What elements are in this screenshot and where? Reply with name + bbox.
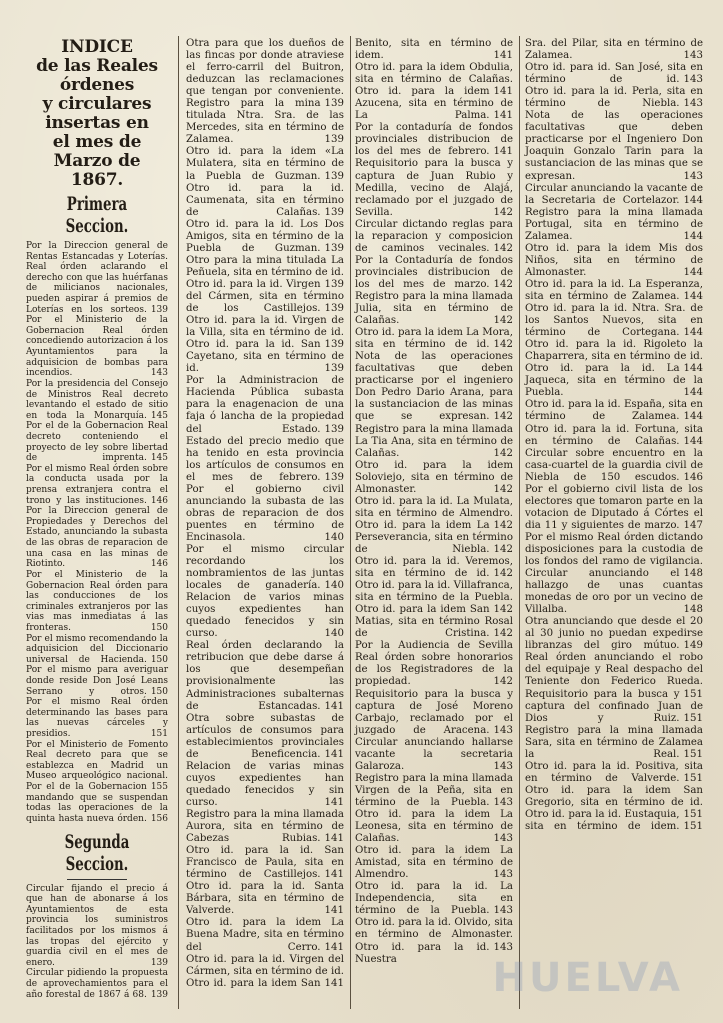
entry-text: Otro id. para la id. Virgen de la Villa, sita en término de id. [186, 315, 344, 339]
entry-text: Otro id. para la idem Soloviejo, sita en término de Almonaster. [355, 459, 513, 495]
entry-text: Por el Ministerio de la Gobernacion Real órden concediendo autorizacion á los Ayuntamientos para la adquisicion de bombas para incendios. [26, 315, 168, 379]
column-4 [525, 38, 703, 1013]
entry-text: Otro id. para la id. Los Dos Amigos, sita en término de la Puebla de Guzman. [186, 218, 344, 254]
index-entry [186, 146, 344, 182]
page-number: 150 [150, 654, 168, 665]
page-number: 151 [683, 688, 703, 700]
page-number: 141 [493, 110, 513, 122]
index-entry [186, 881, 344, 917]
section-heading-first: Primera Seccion. [65, 193, 129, 237]
entry-text: Por el Ministerio de Fomento Real decreto para que se establezca en Madrid un Museo arqueológico nacional. [26, 739, 168, 782]
index-entry [525, 689, 703, 725]
entry-text: Relacion de varias minas cuyos expedientes han quedado fenecidos y sin curso. [186, 760, 344, 808]
entry-text: Otro id. para la id. España, sita en término de Zalamea. [525, 399, 703, 423]
index-entry [26, 665, 168, 697]
page-number: 139 [150, 989, 168, 1000]
entry-text: Registro para la mina llamada Virgen de la Peña, sita en término de la Puebla. [355, 772, 513, 808]
column-rule [519, 36, 520, 1009]
entry-text: Nota de las operaciones facultativas que deben practicarse por el Ingeniero Don Joaquin Gonzalo Tarin para la sustanciacion de las minas que se expresan. [525, 110, 703, 182]
page-number: 156 [150, 813, 168, 824]
page-number: 145 [150, 453, 168, 464]
entry-text: Real órden anunciando el robo del equipaje y Real despacho del Teniente don Federico Rueda. [525, 652, 703, 688]
index-entry [525, 761, 703, 785]
entry-text: Otra para que los dueños de las fincas por donde atraviese el ferro-carril del Buitron, deduzcan las reclamaciones que tengan por conveniente. [186, 38, 344, 98]
page-number: 144 [683, 266, 703, 278]
index-entry [26, 241, 168, 315]
page-number: 144 [683, 194, 703, 206]
index-entry [355, 38, 513, 62]
entry-text: Otro id. para la idem La Perseverancia, sita en término de Niebla. [355, 519, 513, 555]
index-entry [355, 219, 513, 255]
index-entry [355, 291, 513, 327]
index-entry [355, 845, 513, 881]
page-number: 142 [493, 676, 513, 688]
entry-text: Otro id. para la id. Olvido, sita en término de Almonaster. [355, 917, 513, 941]
entry-text: Otro id. para la id. La Esperanza, sita en término de Zalamea. [525, 278, 703, 302]
archive-watermark: HUELVA [492, 955, 683, 1001]
index-entry [525, 652, 703, 700]
page-number: 143 [493, 905, 513, 917]
index-entry [525, 616, 703, 652]
page-number: 142 [493, 278, 513, 290]
index-entry [525, 725, 703, 761]
page-number: 144 [683, 363, 703, 375]
index-entry [525, 207, 703, 243]
entry-text: Por la presidencia del Consejo de Ministros Real decreto levantando el estado de sitio en toda la Monarquía. [26, 378, 168, 421]
entry-text: Circular anunciando hallarse vacante la secretaria Galaroza. [355, 736, 513, 772]
page-number: 142 [493, 339, 513, 351]
page-number: 144 [683, 435, 703, 447]
page-number: 143 [683, 170, 703, 182]
index-entry [525, 339, 703, 375]
entry-text: Otro id. para id. San José, sita en término de id. [525, 62, 703, 86]
index-entry [355, 351, 513, 423]
entry-text: Por el Ministerio de la Gobernacion Real órden para las conducciones de los criminales extranjeros por las vias mas inmediatas á las fronteras. [26, 569, 168, 633]
page-number: 142 [493, 242, 513, 254]
page-number: 146 [150, 559, 168, 570]
entry-text: Otro id. para la id. Fortuna, sita en término de Calañas. [525, 423, 703, 447]
page-number: 145 [150, 410, 168, 421]
entry-text: Por el mismo Real órden dictando disposiciones para la custodia de los fondos del ramo de vigilancia. [525, 531, 703, 568]
page-number: 141 [324, 700, 344, 712]
index-entry [355, 773, 513, 809]
entry-text: Circular sobre encuentro en la casa-cuartel de la guardia civil de Niebla de 150 escudos. [525, 447, 703, 483]
index-title-line: el mes de Marzo de [52, 132, 142, 171]
index-entry [355, 424, 513, 460]
page-number: 143 [493, 724, 513, 736]
index-title-word: INDICE [61, 37, 133, 57]
index-entry [525, 62, 703, 86]
entry-text: Otra anunciando que desde el 20 al 30 junio no puedan expedirse libranzas del giro mútuo. [525, 616, 703, 652]
page-number: 139 [324, 363, 344, 375]
entry-text: Otro id. para la idem Azucena, sita en término de La Palma. [355, 86, 513, 122]
index-entry [525, 183, 703, 207]
page-number: 148 [683, 568, 703, 580]
entry-text: Otro id. para la idem «La Mulatera, sita en término de la Puebla de Guzman. [186, 146, 344, 182]
index-entry [186, 436, 344, 484]
index-entry [525, 809, 703, 833]
page-number: 139 [324, 278, 344, 290]
page-number: 150 [150, 622, 168, 633]
index-entry [525, 784, 703, 820]
page-number: 139 [324, 242, 344, 254]
page-number: 151 [683, 712, 703, 724]
index-entry [525, 531, 703, 580]
index-entry [26, 570, 168, 634]
page-number: 142 [493, 519, 513, 531]
entry-text: Circular anunciando el hallazgo de unas cuantas monedas de oro por un vecino de Villalba. [525, 568, 703, 616]
entry-list-first-section [26, 241, 168, 825]
entry-text: Otro id. para la id. Nuestra [355, 941, 490, 965]
index-entry [26, 315, 168, 379]
entry-text: Otro id. para la id. Virgen del Cármen, sita en término de los Castillejos. [186, 278, 344, 315]
page-number: 143 [493, 941, 513, 953]
index-entry [186, 38, 344, 110]
entry-text: Otro id. para la id. Ntra. Sra. de los Santos Nuevos, sita en término de Cortegana. [525, 303, 703, 339]
page-number: 143 [683, 98, 703, 110]
index-entry [525, 568, 703, 616]
page-number: 142 [493, 206, 513, 218]
page-number: 139 [324, 303, 344, 315]
column-1 [26, 38, 168, 1013]
index-entry [186, 544, 344, 592]
page-number: 151 [683, 772, 703, 784]
page-number: 141 [324, 796, 344, 808]
entry-text: Otro id. para la idem San Gregorio, sita en término de id. [525, 784, 703, 808]
index-entry [355, 327, 513, 351]
index-entry [186, 845, 344, 881]
entry-text: Registro para la mina llamada Julia, sita en término de Calañas. [355, 290, 513, 327]
entry-text: Por el mismo Real órden sobre la conducta usada por la prensa extranjera contra el trono y las instituciones. [26, 463, 168, 506]
page-number: 143 [493, 796, 513, 808]
index-entry [26, 884, 168, 969]
page-number: 140 [324, 628, 344, 640]
entry-text: Nota de las operaciones facultativas que deben practicarse por el ingeniero Don Pedro Dario Arana, para la sustanciacion de las minas que se expresan. [355, 351, 513, 423]
entry-text: Registro para la mina llamada Aurora, sita en término de Cabezas Rubias. [186, 809, 344, 845]
page-number: 146 [683, 471, 703, 483]
index-entry [355, 460, 513, 496]
entry-text: Otro id. para la id. San Francisco de Paula, sita en término de Castillejos. [186, 845, 344, 881]
index-entry [355, 255, 513, 291]
page-number: 139 [324, 170, 344, 182]
index-entry [355, 158, 513, 218]
column-2 [186, 38, 344, 1013]
index-entry [525, 38, 703, 62]
entry-text: Por el gobierno civil anunciando la subasta de las obras de reparacion de dos puentes en término de Encinasola. [186, 483, 344, 543]
index-entry [525, 399, 703, 423]
index-entry [26, 464, 168, 506]
entry-text: Registro para la mina llamada Portugal, sita en término de Zalamea. [525, 206, 703, 242]
page-number: 143 [683, 74, 703, 86]
entry-text: Requisitorio para la busca y captura de Juan Rubio y Medilla, vecino de Alajá, reclamado por el juzgado de Sevilla. [355, 158, 513, 218]
entry-text: Otro id. para la id. La Mulata, sita en término de Almendro. [355, 495, 513, 519]
page-number: 141 [493, 86, 513, 98]
page-number: 142 [493, 447, 513, 459]
entry-text: Circular pidiendo la propuesta de aprovechamientos para el año forestal de 1867 á 68. [26, 968, 168, 1000]
page-number: 142 [493, 411, 513, 423]
page-number: 147 [683, 519, 703, 531]
entry-text: Circular dictando reglas para la reparacion y composicion de caminos vecinales. [355, 218, 513, 254]
page-number: 143 [150, 368, 168, 379]
page-number: 151 [150, 729, 168, 740]
entry-text: Otro id. para la id. Rigoleto la Chaparrera, sita en término de id. [525, 339, 703, 363]
page-number: 142 [493, 604, 513, 616]
page-number: 139 [324, 339, 344, 351]
index-entry [355, 122, 513, 158]
index-entry [355, 689, 513, 737]
entry-text: Otro id. para la id. Santa Bárbara, sita en término de Valverde. [186, 881, 344, 917]
entry-list-second-section [26, 884, 168, 1001]
index-entry [525, 303, 703, 339]
entry-text: Relacion de varios minas cuyos expedientes han quedado fenecidos y sin curso. [186, 592, 344, 640]
index-entry [186, 375, 344, 435]
index-entry [26, 506, 168, 570]
page-number: 151 [683, 809, 703, 820]
index-title-line: y circulares insertas en [42, 94, 152, 133]
index-entry [355, 881, 513, 917]
index-entry [186, 183, 344, 219]
page-number: 142 [493, 483, 513, 495]
column-rule [350, 36, 351, 1009]
entry-text: Otro id. para la id. Caumenata, sita en término de Calañas. [186, 182, 344, 218]
index-entry [26, 968, 168, 1000]
entry-text: Por el mismo Real órden determinando las bases para las nuevas cárceles y presidios. [26, 697, 168, 740]
index-entry [186, 917, 344, 953]
page-number: 144 [683, 230, 703, 242]
index-entry [525, 363, 703, 399]
page-number: 146 [150, 495, 168, 506]
entry-text: Por la Direccion general de Rentas Estancadas y Loterías. Real órden aclarando el derecho con que las huérfanas de milicianos nacionales, pueden aspirar á premios de Loterías en los sorteos. [26, 241, 168, 315]
entry-text: Otro id. para la idem La Buena Madre, sita en término del Cerro. [186, 917, 344, 953]
entry-text: Requisitorio para la busca y captura del confinado Juan de Dios y Ruiz. [525, 688, 703, 724]
entry-text: Otro id. para la id. La Jaqueca, sita en término de la Puebla. [525, 363, 703, 399]
index-entry [525, 484, 703, 532]
page-number: 144 [683, 327, 703, 339]
page-number: 141 [324, 869, 344, 881]
page-number: 151 [683, 748, 703, 760]
entry-text: Por la Administracion de Hacienda Pública subasta para la enagenacion de una faja ó lancha de la propiedad del Estado. [186, 375, 344, 435]
index-entry [525, 110, 703, 182]
entry-text: Otro id. para la id. Villafranca, sita en término de la Puebla. [355, 580, 513, 604]
index-entry [186, 219, 344, 255]
page-number: 139 [324, 471, 344, 483]
page-number: 141 [324, 941, 344, 953]
index-entry [26, 421, 168, 463]
entry-text: Real órden declarando la retribucion que debe darse á los que desempeñan provisionalmente las Administraciones subalternas de Estancadas. [186, 640, 344, 712]
page-number: 142 [493, 628, 513, 640]
entry-text: Circular fijando el precio á que han de abonarse á los Ayuntamientos de esta provincia los suministros facilitados por los mismos á las tropas del ejército y guardia civil en el mes de enero. [26, 883, 168, 968]
entry-text: Por el gobierno civil lista de los electores que tomaron parte en la votacion de Diputado á Córtes el dia 11 y siguientes de marzo. [525, 483, 703, 531]
entry-text: Otro id. para la id. Veremos, sita en término de id. [355, 556, 513, 580]
page-number: 150 [150, 686, 168, 697]
index-entry [525, 448, 703, 484]
page-number: 141 [324, 905, 344, 917]
entry-text: Circular anunciando la vacante de la Secretaria de Cortelazor. [525, 182, 703, 206]
page-number: 139 [324, 134, 344, 146]
index-entry [186, 592, 344, 640]
entry-text: Otro id. para la idem San Matias, sita en término Rosal de Cristina. [355, 604, 513, 640]
entry-text: Otro id. para la id. San Cayetano, sita en término de id. [186, 339, 344, 375]
page-number: 142 [493, 315, 513, 327]
index-entry [355, 556, 513, 580]
page-number: 143 [493, 869, 513, 881]
entry-text: Otro id. para la idem Obdulia, sita en término de Calañas. [355, 62, 513, 86]
entry-text: Por el de la Gobernacion mandando que se suspendan todas las operaciones de la quinta hasta nueva órden. [26, 782, 168, 824]
page-number: 140 [324, 531, 344, 543]
index-entry [525, 279, 703, 303]
entry-text: Por el mismo para averiguar donde reside Don José Leans Serrano y otros. [26, 665, 168, 697]
column-rule [178, 36, 179, 1009]
page-number: 141 [324, 833, 344, 845]
index-entry [355, 495, 513, 531]
index-entry [355, 640, 513, 688]
index-entry [525, 86, 703, 110]
entry-text: Otro id. para la id. Positiva, sita en término de Valverde. [525, 760, 703, 784]
page-number: 143 [493, 833, 513, 845]
page-number: 141 [493, 50, 513, 62]
entry-text: Otro id. para la idem Mis dos Niños, sita en término de Almonaster. [525, 242, 703, 278]
index-entry [186, 315, 344, 351]
entry-text: Por la Audiencia de Sevilla Real órden sobre honorarios de los Registradores de la propiedad. [355, 640, 513, 688]
entry-text: Sra. del Pilar, sita en término de Zalamea. [525, 38, 703, 62]
page-number: 143 [683, 50, 703, 62]
page-number: 143 [493, 760, 513, 772]
entry-text: Registro para la mina llamada La Tia Ana, sita en término de Calañas. [355, 423, 513, 459]
index-entry [355, 737, 513, 773]
index-entry [525, 424, 703, 448]
index-entry [186, 713, 344, 761]
page-number: 144 [683, 411, 703, 423]
index-entry [186, 484, 344, 544]
page-number: 148 [683, 604, 703, 616]
page-number: 144 [683, 290, 703, 302]
page-number: 139 [324, 206, 344, 218]
index-entry [186, 254, 344, 290]
entry-text: Otro id. para la idem La Leonesa, sita en término de Calañas. [355, 809, 513, 845]
entry-text: Requisitorio para la busca y captura de José Moreno Carbajo, reclamado por el juzgado de Aracena. [355, 688, 513, 736]
column-3 [355, 38, 513, 1013]
entry-text: Por el mismo recomendando la adquisicion del Diccionario universal de Hacienda. [26, 633, 168, 665]
page-number: 141 [324, 748, 344, 760]
entry-text: Otro id. para la id. Perla, sita en término de Niebla. [525, 86, 703, 110]
entry-text: Otro id. para la idem La Mora, sita en término de id. [355, 327, 513, 351]
index-entry [525, 243, 703, 279]
entry-text: Otro id. para la id. Virgen del Cármen, sita en término de id. [186, 953, 344, 977]
page-number: 151 [683, 821, 703, 833]
index-entry [355, 580, 513, 616]
entry-text: Por la Contaduría de fondos provinciales distribucion de los del mes de marzo. [355, 254, 513, 290]
entry-text: Otro para la mina titulada La Peñuela, sita en término de id. [186, 254, 344, 278]
page-number: 139 [324, 423, 344, 435]
page-number: 144 [683, 387, 703, 399]
entry-text: Por la Direccion general de Propiedades y Derechos del Estado, anunciando la subasta de las obras de reparacion de una casa en las minas de Riotinto. [26, 506, 168, 570]
entry-text: Registro para la mina titulada Ntra. Sra. de las Mercedes, sita en término de Zalamea. [186, 98, 344, 146]
entry-text: Por la contaduría de fondos provinciales distribucion de los del mes de febrero. [355, 122, 513, 158]
entry-text: Otro id. para la idem La Amistad, sita en término de Almendro. [355, 845, 513, 881]
entry-text: Por el mismo circular recordando los nombramientos de las juntas locales de ganadería. [186, 543, 344, 592]
index-title-line: de las Reales órdenes [36, 56, 158, 95]
page-number: 155 [150, 782, 168, 793]
entry-text: Estado del precio medio que ha tenido en esta provincia los artículos de consumos en el mes de febrero. [186, 435, 344, 483]
page-number: 141 [324, 977, 344, 989]
entry-text: Registro para la mina llamada Sara, sita en término de Zalamea la Real. [525, 724, 703, 760]
page-number: 142 [493, 568, 513, 580]
page-number: 140 [324, 580, 344, 592]
entry-text: Por el de la Gobernacion Real decreto conteniendo el proyecto de ley sobre libertad de imprenta. [26, 421, 168, 464]
entry-text: Otra sobre subastas de artículos de consumos para establecimientos provinciales de Beneficencia. [186, 712, 344, 760]
entry-text: Benito, sita en término de idem. [355, 38, 513, 62]
index-entry [26, 697, 168, 739]
page-number: 139 [150, 304, 168, 315]
index-entry [355, 809, 513, 845]
index-entry [186, 809, 344, 845]
index-entry [355, 62, 513, 98]
entry-text: Otro id. para la id. La Independencia, sita en término de la Puebla. [355, 881, 513, 917]
entry-text: Otro id. para la id. Eustaquia, sita en término de idem. [525, 809, 680, 833]
index-entry [26, 739, 168, 793]
page-number: 142 [493, 543, 513, 555]
page-number: 139 [324, 98, 344, 110]
entry-text: Otro id. para la idem San [186, 977, 321, 989]
index-entry [186, 761, 344, 809]
section-heading-second: Segunda Seccion. [64, 830, 130, 875]
index-entry [186, 640, 344, 712]
page-number: 139 [150, 957, 168, 968]
index-entry [26, 379, 168, 421]
section-divider [67, 879, 127, 880]
page-number: 141 [493, 146, 513, 158]
page-number: 149 [683, 640, 703, 652]
index-title-year: 1867. [70, 170, 124, 190]
index-entry [26, 634, 168, 666]
